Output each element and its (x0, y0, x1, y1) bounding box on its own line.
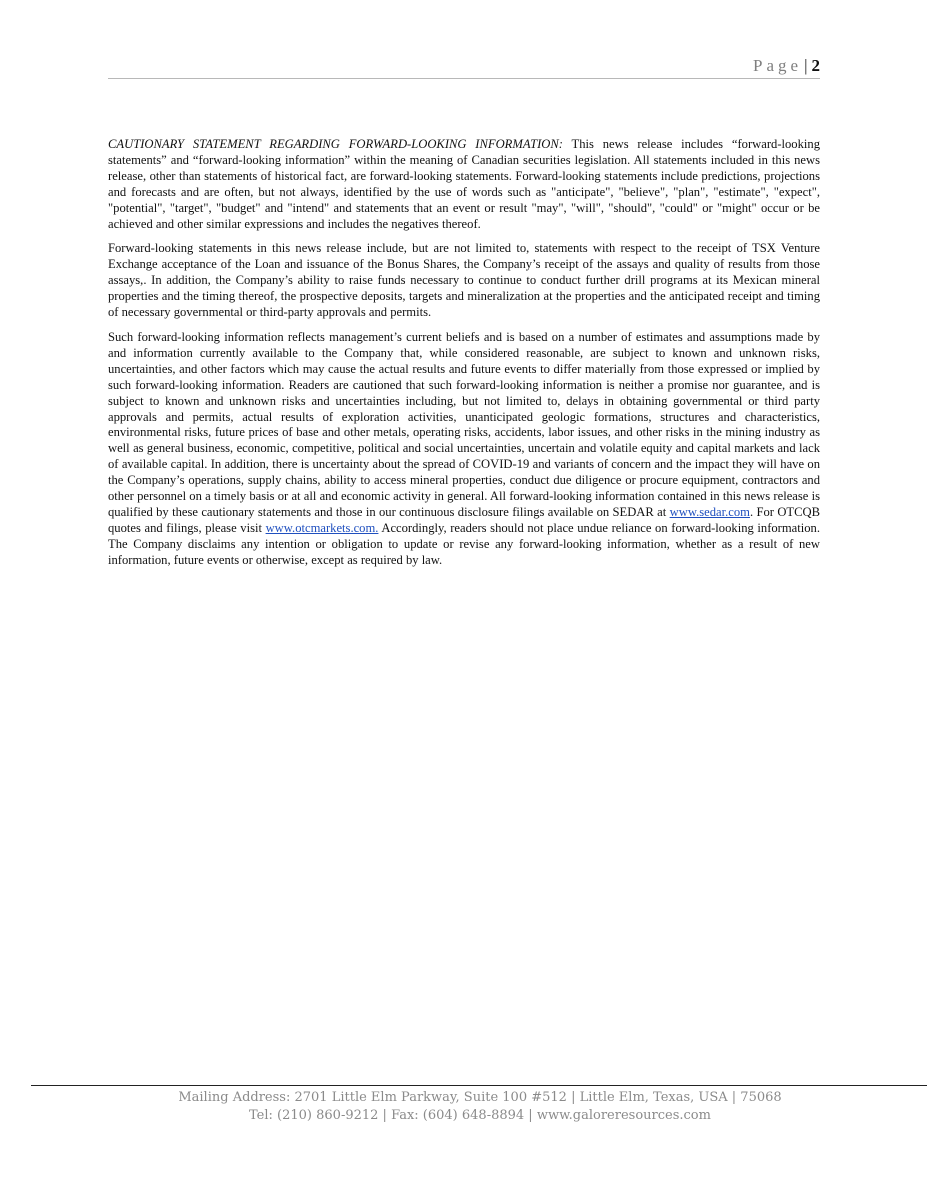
risk-text-part1: Such forward-looking information reflects management’s current beliefs and is based on a number of estimates and assumptions made by and information currently available to the Company that, while considered reasonable, are subject to known and unknown risks, uncertainties, and other factors which may cause the actual results and future events to differ materially from those expressed or implied by such forward-looking information. Readers are cautioned that such forward-looking information is neither a promise nor guarantee, and is subject to known and unknown risks and uncertainties including, but not limited to, delays in obtaining governmental or third party approvals and permits, actual results of exploration activities, unanticipated geologic formations, structures and characteristics, environmental risks, future prices of base and other metals, operating risks, accidents, labor issues, and other risks in the mining industry as well as general business, economic, competitive, political and social uncertainties, uncertain and volatile equity and capital markets and lack of available capital. In addition, there is uncertainty about the spread of COVID-19 and variants of concern and the impact they will have on the Company’s operations, supply chains, ability to access mineral properties, conduct due diligence or procure equipment, contractors and other personnel on a timely basis or at all and economic activity in general. All forward-looking information contained in this news release is qualified by these cautionary statements and those in our continuous disclosure filings available on SEDAR at (108, 329, 820, 519)
footer-divider (31, 1085, 927, 1086)
cautionary-heading: CAUTIONARY STATEMENT REGARDING FORWARD-LOOKING INFORMATION: (108, 137, 563, 151)
page-label: Page (753, 56, 803, 75)
forward-looking-statements-paragraph (108, 241, 820, 321)
cautionary-paragraph (108, 137, 820, 232)
page-header (108, 56, 820, 79)
forward-looking-text: Forward-looking statements in this news release include, but are not limited to, statements with respect to the receipt of TSX Venture Exchange acceptance of the Loan and issuance of the Bonus Shares, the Company’s receipt of the assays and quality of results from those assays,. In addition, the Company’s ability to raise funds necessary to continue to conduct further drill programs at its Mexican mineral properties and the timing thereof, the prospective deposits, targets and mineralization at the properties and the anticipated receipt and timing of necessary governmental or third-party approvals and permits. (108, 241, 820, 320)
page-footer (100, 1089, 860, 1125)
sedar-link[interactable]: www.sedar.com (669, 504, 750, 519)
cautionary-text: This news release includes “forward-looking statements” and “forward-looking information” within the meaning of Canadian securities legislation. All statements included in this news release, other than statements of historical fact, are forward-looking statements. Forward-looking statements include predictions, projections and forecasts and are often, but not always, identified by the use of words such as "anticipate", "believe", "plan", "estimate", "expect", "potential", "target", "budget" and "intend" and statements that an event or result "may", "will", "should", "could" or "might" occur or be achieved and other similar expressions and includes the negatives thereof. (108, 137, 820, 231)
footer-contact-info: Tel: (210) 860-9212 | Fax: (604) 648-8894 | www.galoreresources.com (249, 1108, 711, 1123)
page-separator: | (804, 56, 808, 75)
page-number: 2 (811, 56, 820, 75)
otcmarkets-link[interactable]: www.otcmarkets.com. (265, 520, 379, 535)
risk-text-part3: Accordingly, readers should not place undue reliance on forward-looking information. The Company disclaims any intention or obligation to update or revise any forward-looking information, whether as a result of new information, future events or otherwise, except as required by law. (108, 520, 820, 567)
footer-mailing-address: Mailing Address: 2701 Little Elm Parkway, Suite 100 #512 | Little Elm, Texas, USA | 75068 (178, 1090, 782, 1105)
document-body (108, 137, 820, 578)
risk-text-part2: . For OTCQB quotes and filings, please visit (108, 504, 821, 535)
risk-factors-paragraph (108, 330, 820, 569)
